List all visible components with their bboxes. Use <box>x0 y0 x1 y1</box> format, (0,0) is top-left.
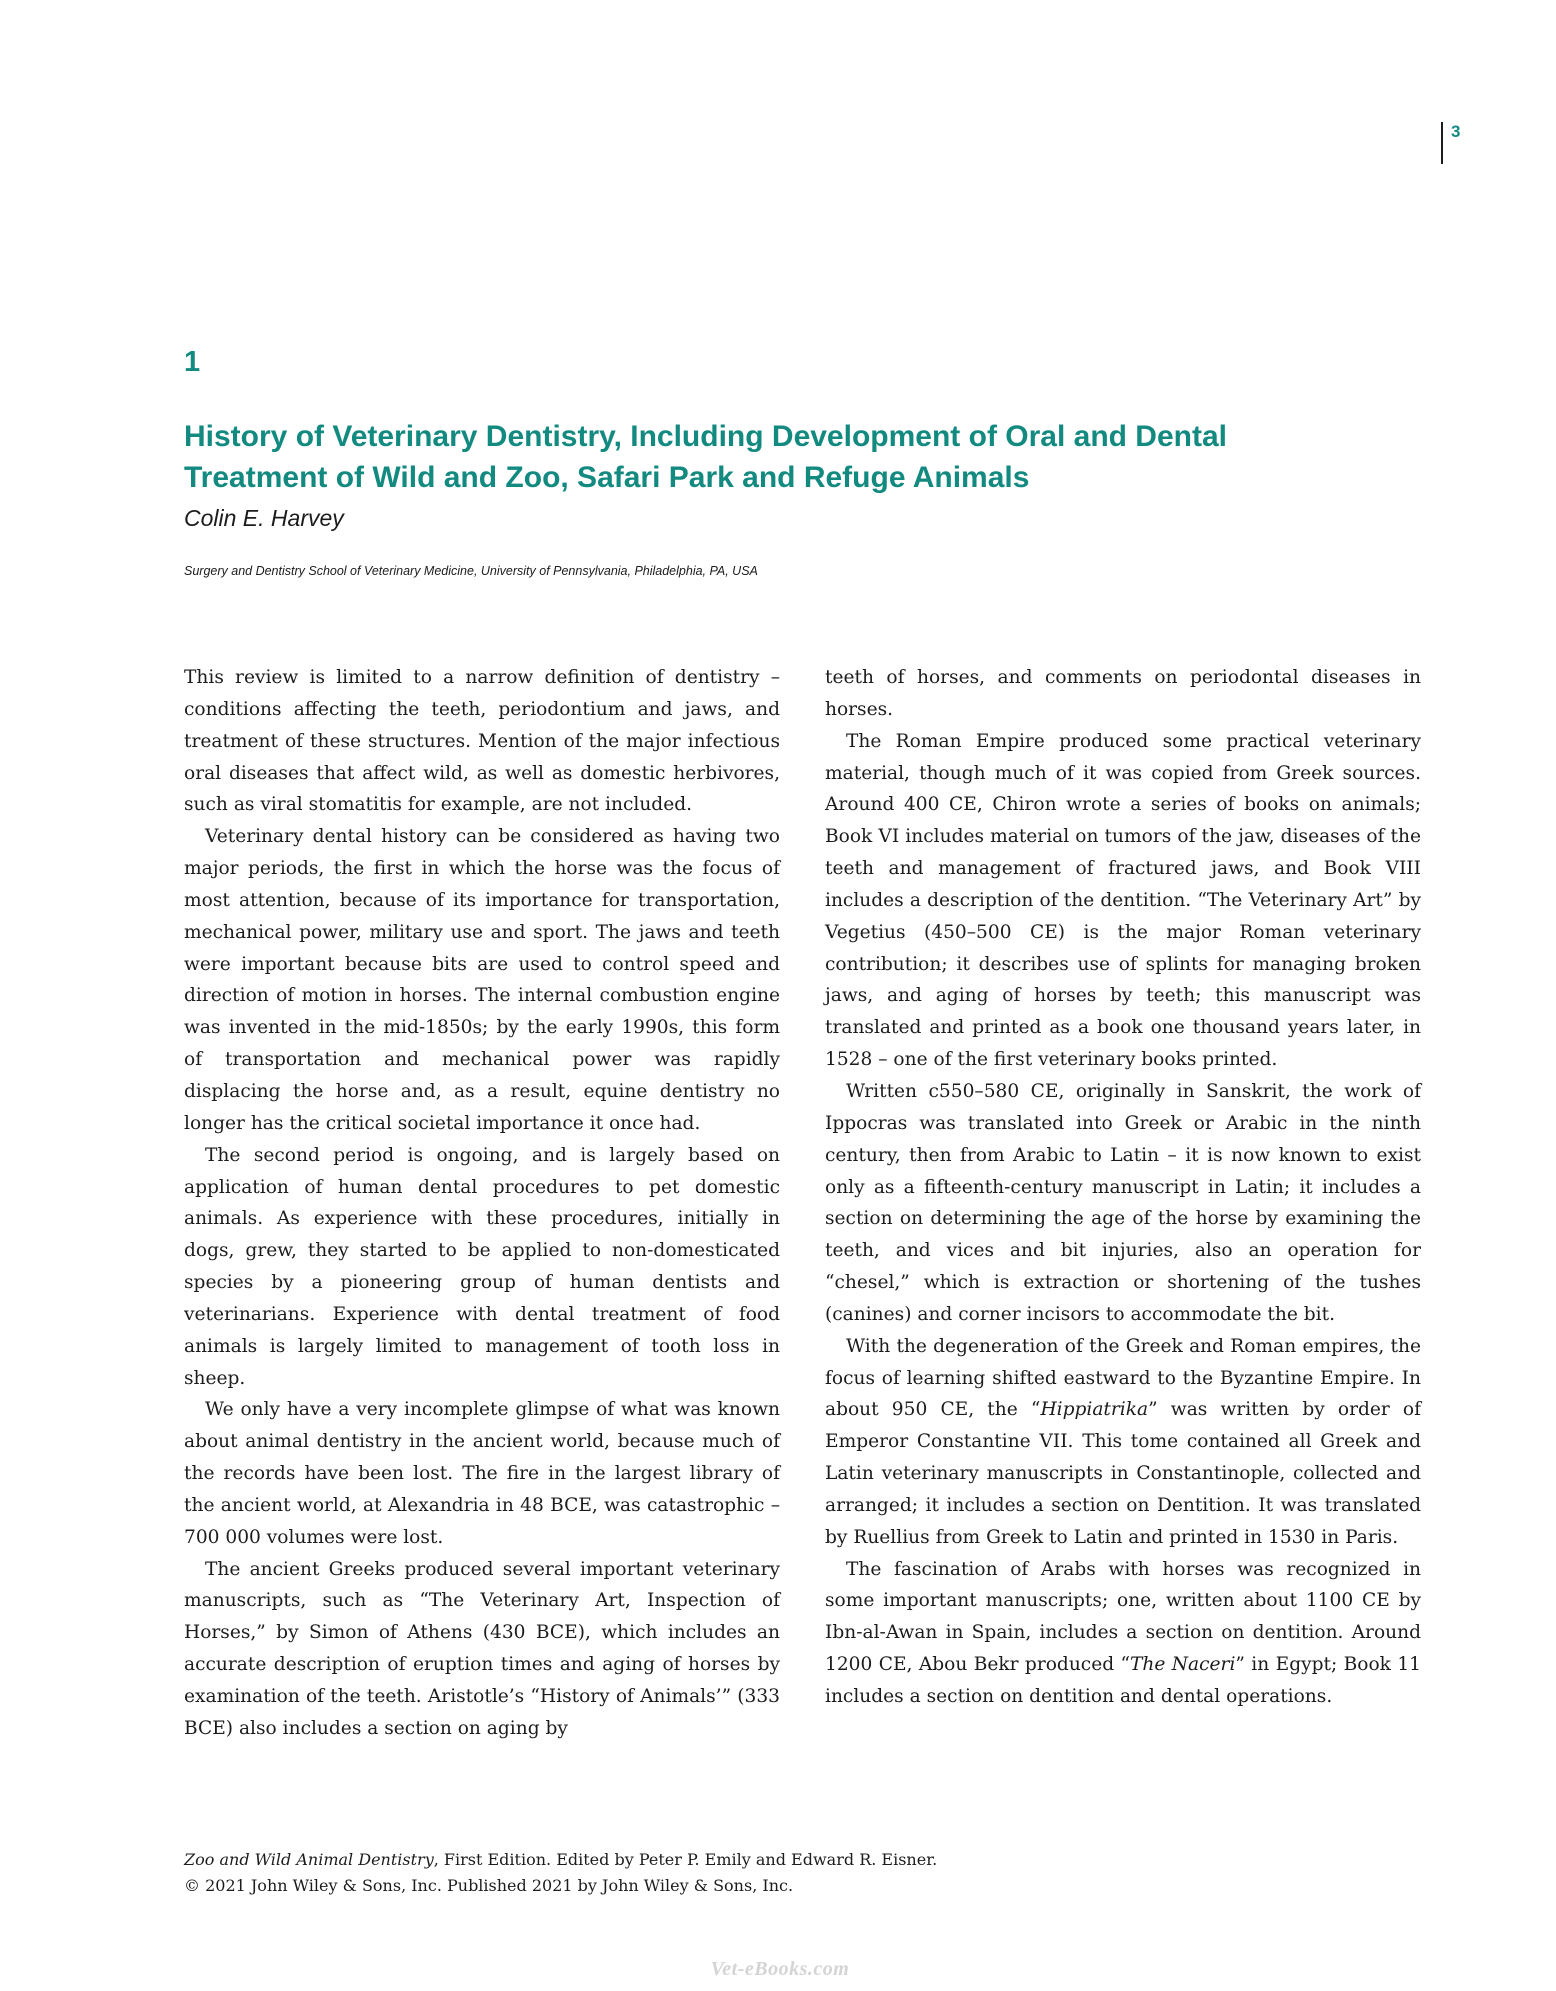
copyright-line: © 2021 John Wiley & Sons, Inc. Published 2021 by John Wiley & Sons, Inc. <box>184 1876 794 1895</box>
body-paragraph: Veterinary dental history can be considered as having two major periods, the first in which the horse was the focus of most attention, because of its importance for transportation, mechanical power, military use and sport. The jaws and teeth were important because bits are used to control speed and direction of motion in horses. The internal combustion engine was invented in the mid-1850s; by the early 1990s, this form of transportation and mechanical power was rapidly displacing the horse and, as a result, equine dentistry no longer has the critical societal importance it once had. <box>184 826 780 1134</box>
edition-text: , First Edition. Edited by Peter P. Emily and Edward R. Eisner. <box>433 1850 938 1869</box>
text-run: ” was written by order of Emperor Constantine VII. This tome contained all Greek and Latin veterinary manuscripts in Constantinople, collected and arranged; it includes a section on Dentition. It was translated by Ruellius from Greek to Latin and printed in 1530 in Paris. <box>825 1399 1421 1548</box>
page-number-rule <box>1441 122 1443 164</box>
chapter-title-line-1: History of Veterinary Dentistry, Including Development of Oral and Dental <box>184 420 1227 453</box>
book-title: Zoo and Wild Animal Dentistry <box>184 1850 434 1869</box>
text-run: The fascination of Arabs with horses was recognized in some important manuscripts; one, written about 1100 CE by Ibn-al-Awan in Spain, includes a section on dentition. Around 1200 CE, Abou Bekr produced “ <box>825 1558 1421 1676</box>
chapter-title <box>184 416 1284 498</box>
body-column-left <box>184 662 780 1745</box>
footer-citation-line <box>184 1847 1284 1873</box>
body-paragraph: The second period is ongoing, and is largely based on application of human dental procedures to pet domestic animals. As experience with these procedures, initially in dogs, grew, they started to be applied to non-domesticated species by a pioneering group of human dentists and veterinarians. Experience with dental treatment of food animals is largely limited to management of tooth loss in sheep. <box>184 1144 780 1389</box>
work-title-naceri: The Naceri <box>1130 1654 1236 1676</box>
body-paragraph: teeth of horses, and comments on periodontal diseases in horses. <box>825 667 1421 720</box>
body-paragraph: We only have a very incomplete glimpse of what was known about animal dentistry in the ancient world, because much of the records have been lost. The fire in the largest library of the ancient world, at Alexandria in 48 BCE, was catastrophic – 700 000 volumes were lost. <box>184 1399 780 1548</box>
text-run: ” in Egypt; Book 11 includes a section on dentition and dental operations. <box>825 1654 1422 1707</box>
text-run: With the degeneration of the Greek and Roman empires, the focus of learning shifted eastward to the Byzantine Empire. In about 950 CE, the “ <box>825 1335 1421 1421</box>
body-paragraph: This review is limited to a narrow definition of dentistry – conditions affecting the teeth, periodontium and jaws, and treatment of these structures. Mention of the major infectious oral diseases that affect wild, as well as domestic herbivores, such as viral stomatitis for example, are not included. <box>184 667 780 816</box>
watermark-logo: Vet-eBooks.com <box>710 1958 850 1980</box>
chapter-author: Colin E. Harvey <box>184 505 344 531</box>
body-paragraph: The ancient Greeks produced several important veterinary manuscripts, such as “The Veterinary Art, Inspection of Horses,” by Simon of Athens (430 BCE), which includes an accurate description of eruption times and aging of horses by examination of the teeth. Aristotle’s “History of Animals’” (333 BCE) also includes a section on aging by <box>184 1558 780 1739</box>
page-number: 3 <box>1451 122 1461 141</box>
author-affiliation: Surgery and Dentistry School of Veterinary Medicine, University of Pennsylvania, Philadelphia, PA, USA <box>184 564 758 578</box>
copyright-footer <box>184 1847 1284 1899</box>
body-paragraph <box>825 1331 1421 1554</box>
chapter-title-line-2: Treatment of Wild and Zoo, Safari Park and Refuge Animals <box>184 461 1030 494</box>
body-paragraph <box>825 1554 1421 1713</box>
work-title-hippiatrika: Hippiatrika <box>1040 1399 1149 1421</box>
body-column-right <box>825 662 1421 1713</box>
chapter-number: 1 <box>184 346 201 378</box>
body-paragraph: The Roman Empire produced some practical veterinary material, though much of it was copied from Greek sources. Around 400 CE, Chiron wrote a series of books on animals; Book VI includes material on tumors of the jaw, diseases of the teeth and management of fractured jaws, and Book VIII includes a description of the dentition. “The Veterinary Art” by Vegetius (450–500 CE) is the major Roman veterinary contribution; it describes use of splints for managing broken jaws, and aging of horses by teeth; this manuscript was translated and printed as a book one thousand years later, in 1528 – one of the first veterinary books printed. <box>825 730 1421 1071</box>
body-paragraph: Written c550–580 CE, originally in Sanskrit, the work of Ippocras was translated into Greek or Arabic in the ninth century, then from Arabic to Latin – it is now known to exist only as a fifteenth-century manuscript in Latin; it includes a section on determining the age of the horse by examining the teeth, and vices and bit injuries, also an operation for “chesel,” which is extraction or shortening of the tushes (canines) and corner incisors to accommodate the bit. <box>825 1080 1421 1325</box>
